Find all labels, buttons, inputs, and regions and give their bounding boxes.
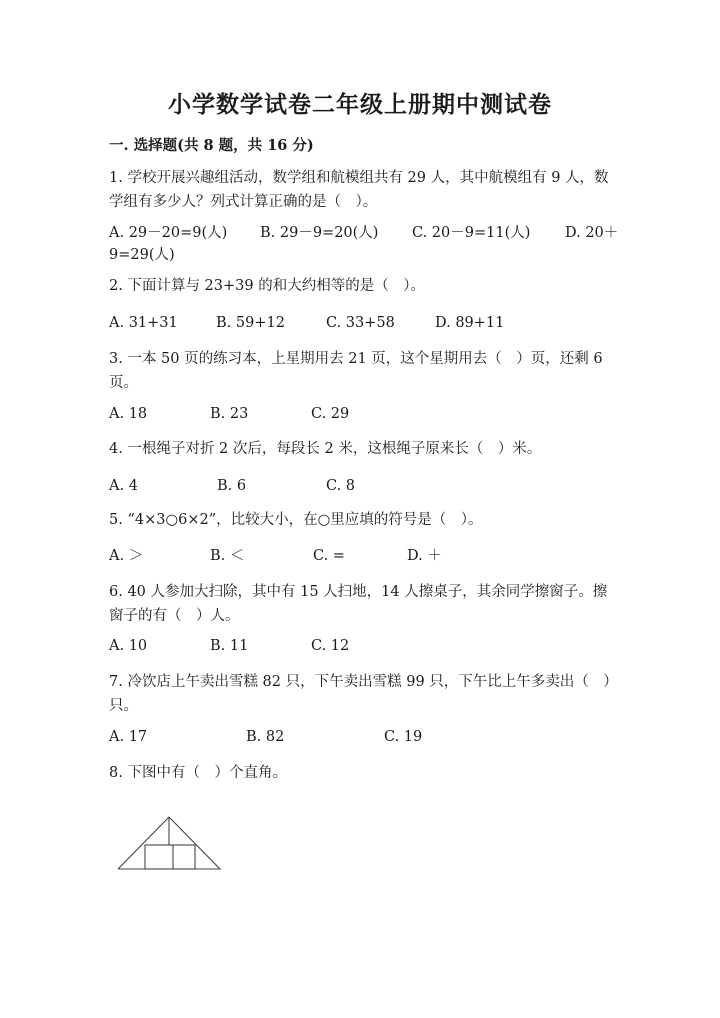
option-a[interactable]: A. 18: [109, 406, 148, 422]
option-d[interactable]: D. ＋: [407, 548, 442, 564]
option-d[interactable]: D. 20＋: [565, 225, 619, 241]
option-b[interactable]: B. 6: [217, 478, 247, 494]
question-6: 6. 40 人参加大扫除，其中有 15 人扫地，14 人擦桌子，其余同学擦窗子。擦窗子的有（ ）人。: [109, 584, 608, 624]
question-3: 3. 一本 50 页的练习本，上星期用去 21 页，这个星期用去（ ）页，还剩 6 页。: [109, 351, 603, 391]
option-c[interactable]: C. =: [313, 548, 345, 564]
option-d-continued: 9=29(人): [109, 247, 175, 263]
option-c[interactable]: C. 29: [311, 406, 350, 422]
option-a[interactable]: A. 17: [109, 729, 148, 745]
section-heading: 一. 选择题(共 8 题，共 16 分): [109, 137, 314, 154]
question-1: 1. 学校开展兴趣组活动，数学组和航模组共有 29 人，其中航模组有 9 人，数学组有多少人？列式计算正确的是（ ）。: [109, 170, 609, 210]
question-4: 4. 一根绳子对折 2 次后，每段长 2 米，这根绳子原来长（ ）米。: [109, 441, 542, 457]
question-8: 8. 下图中有（ ）个直角。: [109, 765, 287, 781]
option-b[interactable]: B. 59+12: [216, 315, 285, 331]
option-a[interactable]: A. 31+31: [109, 315, 178, 331]
option-c[interactable]: C. 33+58: [326, 315, 395, 331]
option-b[interactable]: B. 82: [246, 729, 285, 745]
option-b[interactable]: B. 29－9=20(人): [260, 225, 379, 241]
option-c[interactable]: C. 19: [384, 729, 423, 745]
page-title: 小学数学试卷二年级上册期中测试卷: [168, 91, 552, 118]
question-1-options: [109, 222, 617, 266]
option-a[interactable]: A. 4: [109, 478, 138, 494]
option-d[interactable]: D. 89+11: [435, 315, 505, 331]
inner-rectangle: [145, 845, 195, 869]
question-7: 7. 冷饮店上午卖出雪糕 82 只，下午卖出雪糕 99 只，下午比上午多卖出（ ）只。: [109, 674, 611, 714]
option-b[interactable]: B. 23: [210, 406, 249, 422]
question-5: 5. “4×3○6×2”，比较大小，在○里应填的符号是（ ）。: [109, 512, 483, 528]
triangle-with-rectangle-figure: [114, 813, 234, 875]
option-b[interactable]: B. ＜: [210, 548, 245, 564]
option-a[interactable]: A. 29－20=9(人): [109, 225, 228, 241]
option-c[interactable]: C. 8: [326, 478, 356, 494]
option-a[interactable]: A. 10: [109, 638, 148, 654]
option-c[interactable]: C. 12: [311, 638, 350, 654]
question-2: 2. 下面计算与 23+39 的和大约相等的是（ ）。: [109, 278, 425, 294]
option-b[interactable]: B. 11: [210, 638, 249, 654]
option-c[interactable]: C. 20－9=11(人): [412, 225, 531, 241]
option-a[interactable]: A. ＞: [109, 548, 144, 564]
